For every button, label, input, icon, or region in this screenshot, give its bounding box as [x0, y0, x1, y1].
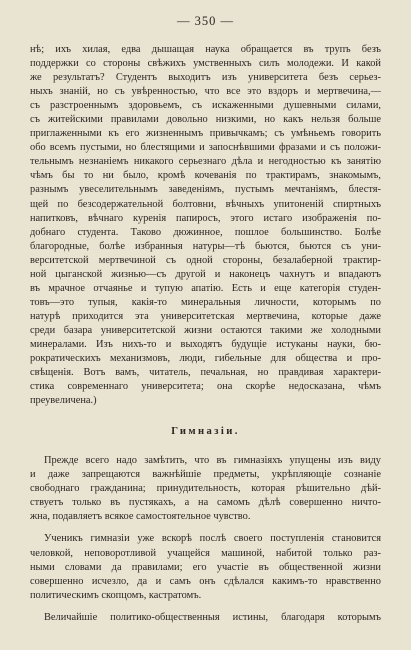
paragraph: [30, 611, 381, 625]
text-line: обо всемъ пустыми, но блестящими и запоснѣвшими фразами и съ положи-: [30, 142, 381, 154]
text-line: ной цыганской жизнью—съ другой и наконецъ чахнутъ и впадаютъ: [30, 268, 381, 280]
text-line: среди базара университетской жизни остаются такими же холодными: [30, 324, 381, 336]
paragraph: [30, 454, 381, 524]
text-line: разнымъ увеселительнымъ заведенiямъ, пустымъ мечтанiямъ, блестя-: [30, 184, 381, 196]
text-line: Ученикъ гимназiи уже вскорѣ послѣ своего поступленiя становится: [44, 533, 381, 545]
top-text-block: [30, 43, 381, 408]
bottom-text-block: [30, 454, 381, 625]
text-line: верситетской мертвечиной съ одной стороны, безалаберной трактир-: [30, 254, 381, 266]
text-line: рократическихъ механизмовъ, люди, гибельные для общества и про-: [30, 353, 381, 365]
text-line: Величайшiе политико-общественныя истины, благодаря которымъ: [44, 611, 381, 623]
text-line: поддержки со стороны свѣжихъ умственныхъ силъ молодежи. И какой: [30, 58, 381, 70]
paragraph: [30, 532, 381, 602]
text-line: добнаго студента. Таково дюжинное, пошлое большинство. Болѣе: [30, 226, 381, 238]
paragraph-gap: [30, 603, 381, 611]
text-line: нѣ; ихъ хилая, едва дышащая наука обращается въ трупъ безъ: [30, 44, 381, 55]
text-line: въ мрачное отчаянье и тупую апатiю. Есть и еще категорiя студен-: [30, 282, 381, 294]
text-line: напитковъ, вѣчнаго куренiя папиросъ, этого истаго изображенiя по-: [30, 212, 381, 224]
text-line: же результатъ? Студентъ выходитъ изъ университета безъ серьез-: [30, 72, 381, 84]
text-line: Прежде всего надо замѣтить, что въ гимназiяхъ упущены изъ виду: [44, 455, 381, 467]
text-line: тельнымъ незнанiемъ никакого серьезнаго дѣла и негодностью къ занятiю: [30, 156, 381, 168]
text-line: жна, подавляетъ всякое самостоятельное чувство.: [30, 511, 251, 523]
text-line: съ житейскими правилами довольно низкими, но какъ нельзя больше: [30, 114, 381, 126]
text-line: чѣмъ бы то ни было, кромѣ кочеванiя по трактирамъ, знакомымъ,: [30, 170, 381, 182]
text-line: щей по безсодержательной болтовни, вѣчныхъ упитоненiй спиртныхъ: [30, 198, 381, 210]
text-line: свободнаго гражданина; принудительность, которая рѣшительно дѣй-: [30, 483, 381, 495]
text-line: ствуетъ только въ пустякахъ, а на самомъ дѣлѣ совершенно ничто-: [30, 497, 381, 509]
section-title: Гимназiи.: [171, 426, 240, 438]
text-line: съ разстроеннымъ здоровьемъ, съ искаженными душевными силами,: [30, 100, 381, 112]
text-line: благородные, болѣе избранныя натуры—тѣ бьются, бьются съ уни-: [30, 240, 381, 252]
text-line: товъ—это тупыя, какiя-то минеральныя личности, которымъ по: [30, 296, 381, 308]
text-line: свѣщенiя. Вотъ вамъ, читатель, печальная, но правдивая характери-: [30, 367, 381, 379]
text-line: приглаженными къ его жизненнымъ привычкамъ; съ умѣньемъ говорить: [30, 128, 381, 140]
text-line: минералами. Изъ нихъ-то и выходятъ будущiе истуканы науки, бю-: [30, 338, 381, 350]
paragraph-gap: [30, 524, 381, 532]
text-line: ныхъ знанiй, но съ увѣренностью, что все это вздоръ и мертвечина,—: [30, 86, 381, 98]
text-line: преувеличена.): [30, 395, 97, 407]
text-line: ными словами да правилами; его участiе въ общественной жизни: [30, 561, 381, 573]
page-number: — 350 —: [177, 14, 234, 28]
text-line: стика современнаго университета; она скорѣе недосказана, чѣмъ: [30, 381, 381, 393]
text-line: политическимъ скопцомъ, кастратомъ.: [30, 589, 202, 601]
text-line: совершенно исчезло, да и самъ онъ сдѣлался какимъ-то нравственно: [30, 575, 381, 587]
text-line: человкой, неповоротливой учащейся машиной, набитой только раз-: [30, 547, 381, 559]
text-line: натурѣ приходится эта университетская мертвечина, которые даже: [30, 310, 381, 322]
text-line: и даже запрещаются важнѣйшiе предметы, укрѣпляющiе сознанiе: [30, 469, 381, 481]
